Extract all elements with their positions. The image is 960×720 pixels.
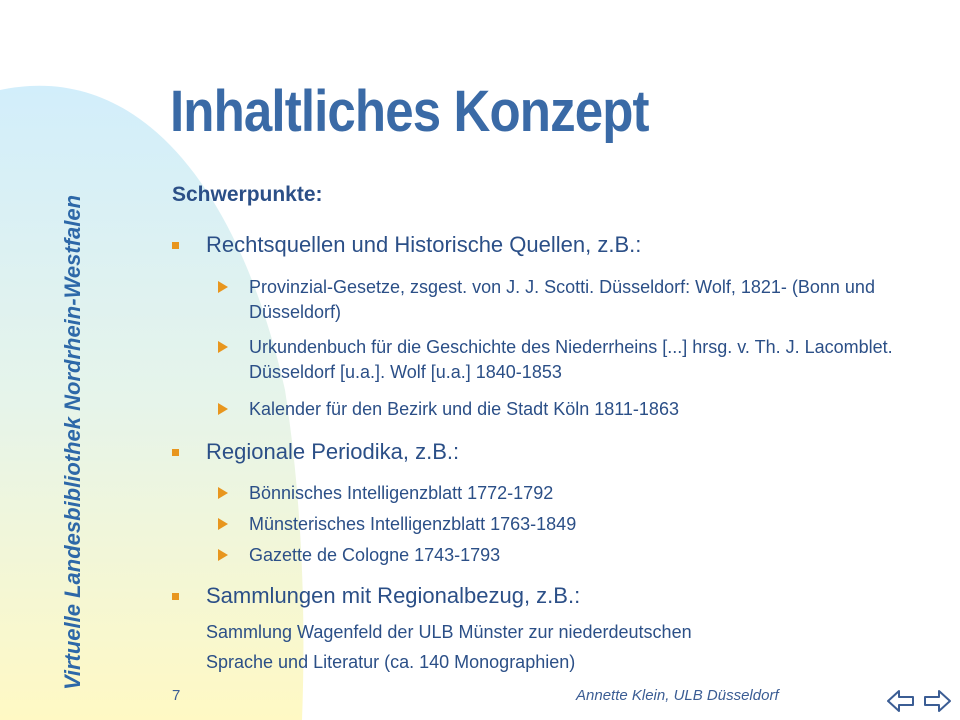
side-title: Virtuelle Landesbibliothek Nordrhein-Westfalen	[60, 194, 85, 690]
square-bullet-icon	[172, 449, 179, 456]
triangle-bullet-icon	[218, 487, 228, 499]
triangle-bullet-icon	[218, 341, 228, 353]
footer-author: Annette Klein, ULB Düsseldorf	[576, 687, 779, 704]
square-bullet-icon	[172, 593, 179, 600]
page-number: 7	[172, 687, 181, 704]
subtitle: Schwerpunkte:	[172, 183, 323, 206]
triangle-bullet-icon	[218, 518, 228, 530]
square-bullet-icon	[172, 242, 179, 249]
arrow-left-icon[interactable]	[886, 688, 916, 714]
page-title: Inhaltliches Konzept	[170, 79, 649, 144]
section-text-line: Sammlung Wagenfeld der ULB Münster zur niederdeutschen	[206, 622, 692, 642]
triangle-bullet-icon	[218, 549, 228, 561]
triangle-bullet-icon	[218, 403, 228, 415]
section-text-line: Sprache und Literatur (ca. 140 Monographien)	[206, 652, 576, 672]
arrow-right-icon[interactable]	[922, 688, 952, 714]
triangle-bullet-icon	[218, 281, 228, 293]
